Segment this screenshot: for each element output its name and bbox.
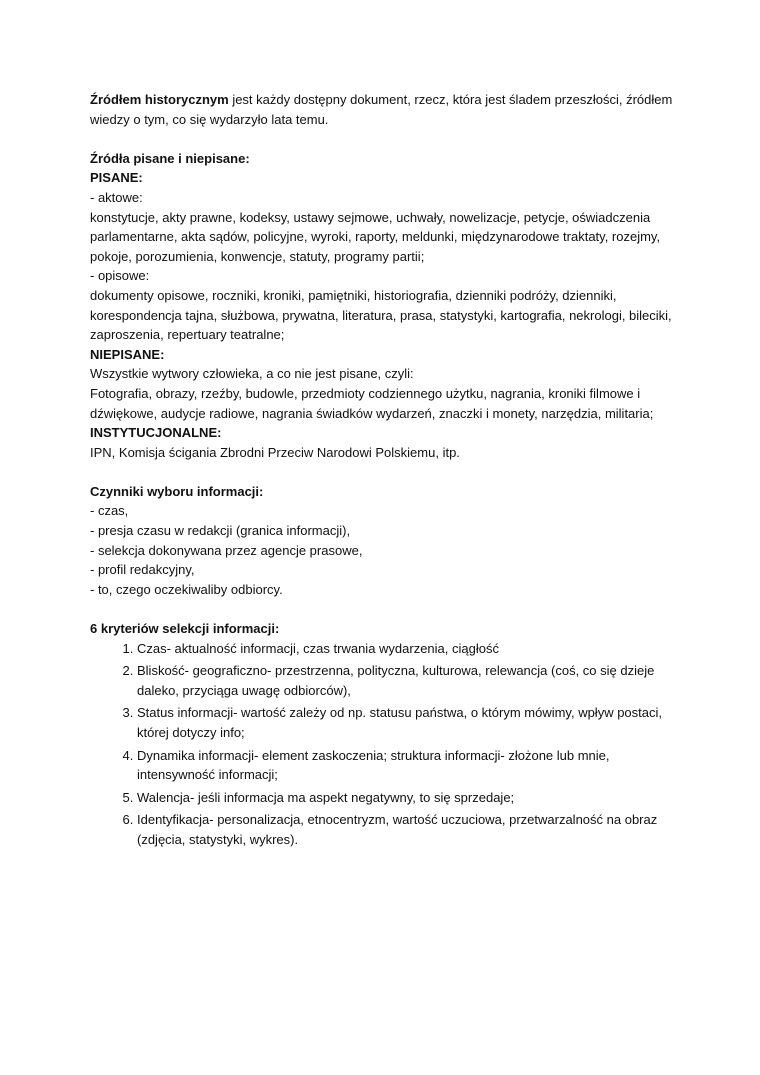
factor-item: - czas,: [90, 503, 129, 519]
criteria-item: 6. Identyfikacja- personalizacja, etnocentryzm, wartość uczuciowa, przetwarzalność na obraz (zdjęcia, statystyki, wykres).: [137, 810, 680, 849]
criteria-item: 4. Dynamika informacji- element zaskoczenia; struktura informacji- złożone lub mnie, intensywność informacji;: [137, 746, 680, 785]
spacer: [90, 462, 680, 482]
unwritten-text: Fotografia, obrazy, rzeźby, budowle, przedmioty codziennego użytku, nagrania, kroniki filmowe i dźwiękowe, audycje radiowe, nagrania świadków wydarzeń, znaczki i monety, narzędzia, militaria;: [90, 385, 654, 421]
records-label: - aktowe:: [90, 189, 143, 205]
intro-term: Źródłem historycznym: [90, 92, 229, 107]
criteria-item: 3. Status informacji- wartość zależy od np. statusu państwa, o którym mówimy, wpływ postaci, której dotyczy info;: [137, 703, 680, 742]
written-label: PISANE:: [90, 170, 143, 186]
document-content: [90, 90, 680, 853]
descriptive-label: - opisowe:: [90, 268, 150, 284]
unwritten-intro: Wszystkie wytwory człowieka, a co nie jest pisane, czyli:: [90, 366, 414, 382]
criteria-item: 1. Czas- aktualność informacji, czas trwania wydarzenia, ciągłość: [137, 639, 680, 659]
criteria-item: 5. Walencja- jeśli informacja ma aspekt negatywny, to się sprzedaje;: [137, 788, 680, 808]
intro-paragraph: [90, 90, 680, 129]
institutional-text: IPN, Komisja ścigania Zbrodni Przeciw Narodowi Polskiemu, itp.: [90, 444, 460, 460]
factor-item: - selekcja dokonywana przez agencje prasowe,: [90, 542, 363, 558]
spacer: [90, 599, 680, 619]
factors-heading: Czynniki wyboru informacji:: [90, 483, 264, 499]
intro-text: jest każdy dostępny dokument, rzecz, która jest śladem przeszłości, źródłem wiedzy o tym, co się wydarzyło lata temu.: [90, 92, 673, 127]
criteria-list: [90, 639, 680, 850]
factor-item: - profil redakcyjny,: [90, 562, 195, 578]
descriptive-text: dokumenty opisowe, roczniki, kroniki, pamiętniki, historiografia, dzienniki podróży, dzienniki, korespondencja tajna, służbowa, prywatna, literatura, prasa, statystyki, kartografia, nekrologi, bileciki, zaproszenia, repertuary teatralne;: [90, 287, 672, 343]
factor-item: - presja czasu w redakcji (granica informacji),: [90, 523, 351, 539]
sources-heading: Źródła pisane i niepisane:: [90, 150, 250, 166]
factor-item: - to, czego oczekiwaliby odbiorcy.: [90, 581, 283, 597]
unwritten-label: NIEPISANE:: [90, 346, 165, 362]
criteria-heading: 6 kryteriów selekcji informacji:: [90, 621, 280, 637]
criteria-item: 2. Bliskość- geograficzno- przestrzenna, polityczna, kulturowa, relewancja (coś, co się dzieje daleko, przyciąga uwagę odbiorców),: [137, 661, 680, 700]
records-text: konstytucje, akty prawne, kodeksy, ustawy sejmowe, uchwały, nowelizacje, petycje, oświadczenia parlamentarne, akta sądów, policyjne, wyroki, raporty, meldunki, międzynarodowe traktaty, rozejmy, pokoje, porozumienia, konwencje, statuty, programy partii;: [90, 209, 661, 264]
spacer: [90, 129, 680, 149]
institutional-label: INSTYTUCJONALNE:: [90, 425, 222, 441]
